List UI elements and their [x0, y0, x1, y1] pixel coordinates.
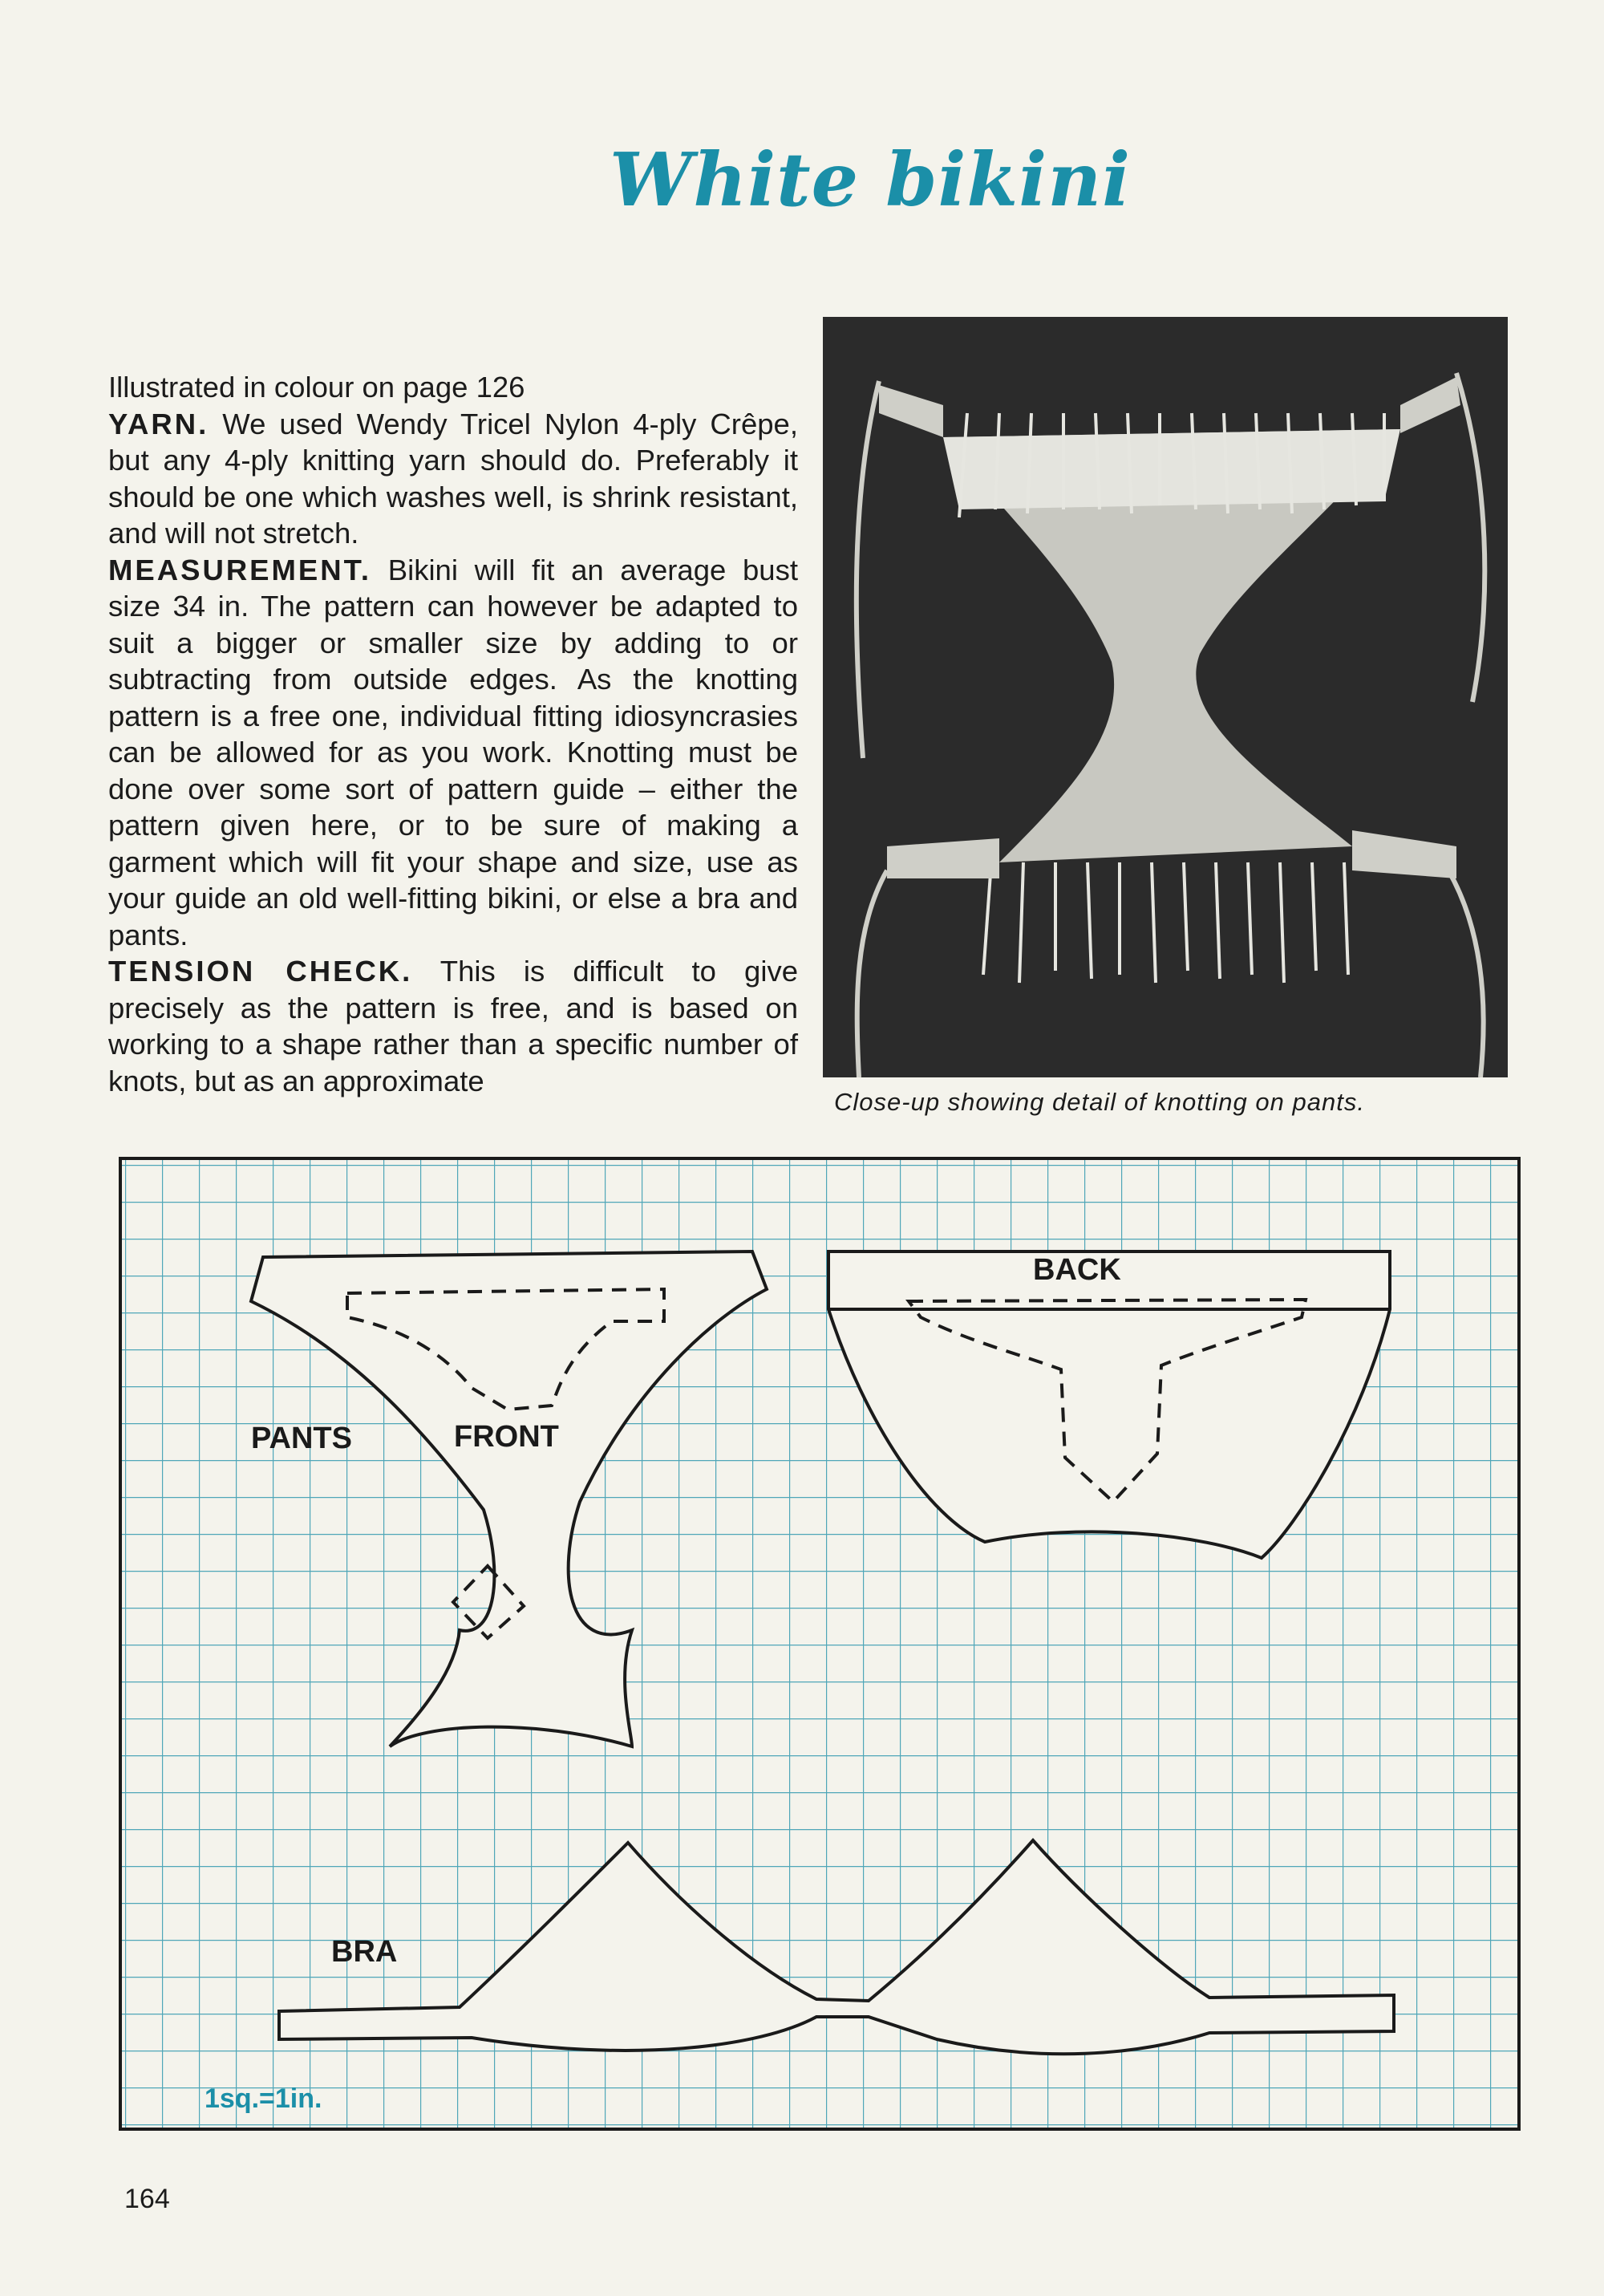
- scale-note: 1sq.=1in.: [205, 2083, 322, 2114]
- page-number: 164: [124, 2184, 170, 2214]
- pants-label: PANTS: [251, 1422, 352, 1455]
- knotting-photo: [823, 317, 1508, 1077]
- yarn-text: We used Wendy Tricel Nylon 4-ply Crêpe, but any 4-ply knitting yarn should do. Preferably it should be one which washes well, is shrink resistant, and will not stretch.: [108, 407, 798, 550]
- intro-line: Illustrated in colour on page 126: [108, 371, 525, 404]
- pattern-diagram: [119, 1157, 1521, 2131]
- article-text: [108, 369, 798, 1099]
- tension-text: This is difficult to give precisely as the pattern is free, and is based on working to a shape rather than a specific number of knots, but as an approximate: [108, 955, 799, 1097]
- yarn-heading: YARN.: [108, 407, 209, 440]
- photo-caption: Close-up showing detail of knotting on pants.: [834, 1088, 1365, 1116]
- page-title: White bikini: [610, 136, 1132, 223]
- back-label: BACK: [1033, 1253, 1121, 1287]
- measurement-text: Bikini will fit an average bust size 34 in. The pattern can however be adapted to suit a bigger or smaller size by adding to or subtracting from outside edges. As the knotting pattern is a free one, individual fitting idiosyncrasies can be allowed for as you work. Knotting must be done over some sort of pattern guide – either the pattern given here, or to be sure of making a garment which will fit your shape and size, use as your guide an old well-fitting bikini, or else a bra and pants.: [108, 553, 798, 951]
- tension-heading: TENSION CHECK.: [108, 955, 413, 988]
- front-label: FRONT: [454, 1420, 559, 1454]
- pattern-grid: [119, 1157, 1521, 2131]
- yarn-paragraph: [108, 406, 798, 552]
- tension-paragraph: [108, 953, 798, 1099]
- measurement-paragraph: [108, 552, 798, 954]
- bra-label: BRA: [331, 1935, 398, 1969]
- measurement-heading: MEASUREMENT.: [108, 553, 372, 586]
- knotted-pants-image: [823, 317, 1508, 1077]
